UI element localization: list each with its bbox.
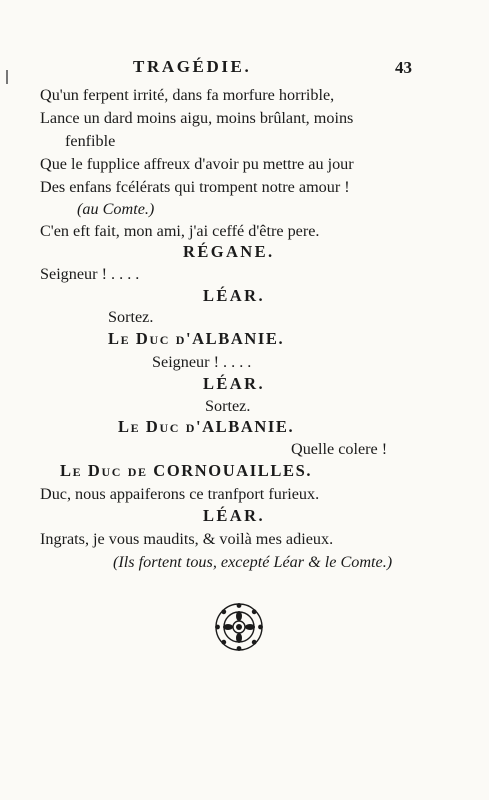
verse-line: Qu'un ferpent irrité, dans fa morfure horrible, <box>40 86 335 104</box>
margin-mark <box>6 70 8 84</box>
verse-line: Quelle colere ! <box>291 440 388 458</box>
verse-line: Que le fupplice affreux d'avoir pu mettre au jour <box>40 155 354 173</box>
speaker-name: Le Duc de CORNOUAILLES. <box>60 461 313 480</box>
verse-line: Sortez. <box>205 397 251 415</box>
verse-line: Seigneur ! . . . . <box>152 353 252 371</box>
verse-line: fenfible <box>65 132 116 150</box>
speaker-name: LÉAR. <box>203 286 265 305</box>
verse-line: Lance un dard moins aigu, moins brûlant, moins <box>40 109 354 127</box>
verse-line: Duc, nous appaiferons ce tranfport furieux. <box>40 485 320 503</box>
verse-line: Ingrats, je vous maudits, & voilà mes adieux. <box>40 530 334 548</box>
verse-line: Sortez. <box>108 308 154 326</box>
speaker-name: Le Duc d'ALBANIE. <box>108 329 285 348</box>
running-title: TRAGÉDIE. <box>133 57 252 76</box>
verse-line: C'en eft fait, mon ami, j'ai ceffé d'être pere. <box>40 222 320 240</box>
speaker-name: LÉAR. <box>203 374 265 393</box>
stage-direction: (Ils fortent tous, excepté Léar & le Comte.) <box>113 553 393 571</box>
speaker-name: LÉAR. <box>203 506 265 525</box>
verse-line: Seigneur ! . . . . <box>40 265 140 283</box>
verse-line: Des enfans fcélérats qui trompent notre amour ! <box>40 178 350 196</box>
stage-direction: (au Comte.) <box>77 200 155 218</box>
speaker-name: Le Duc d'ALBANIE. <box>118 417 295 436</box>
page-number: 43 <box>395 58 412 77</box>
speaker-name: RÉGANE. <box>183 242 275 261</box>
fleuron-ornament-icon <box>213 601 265 653</box>
